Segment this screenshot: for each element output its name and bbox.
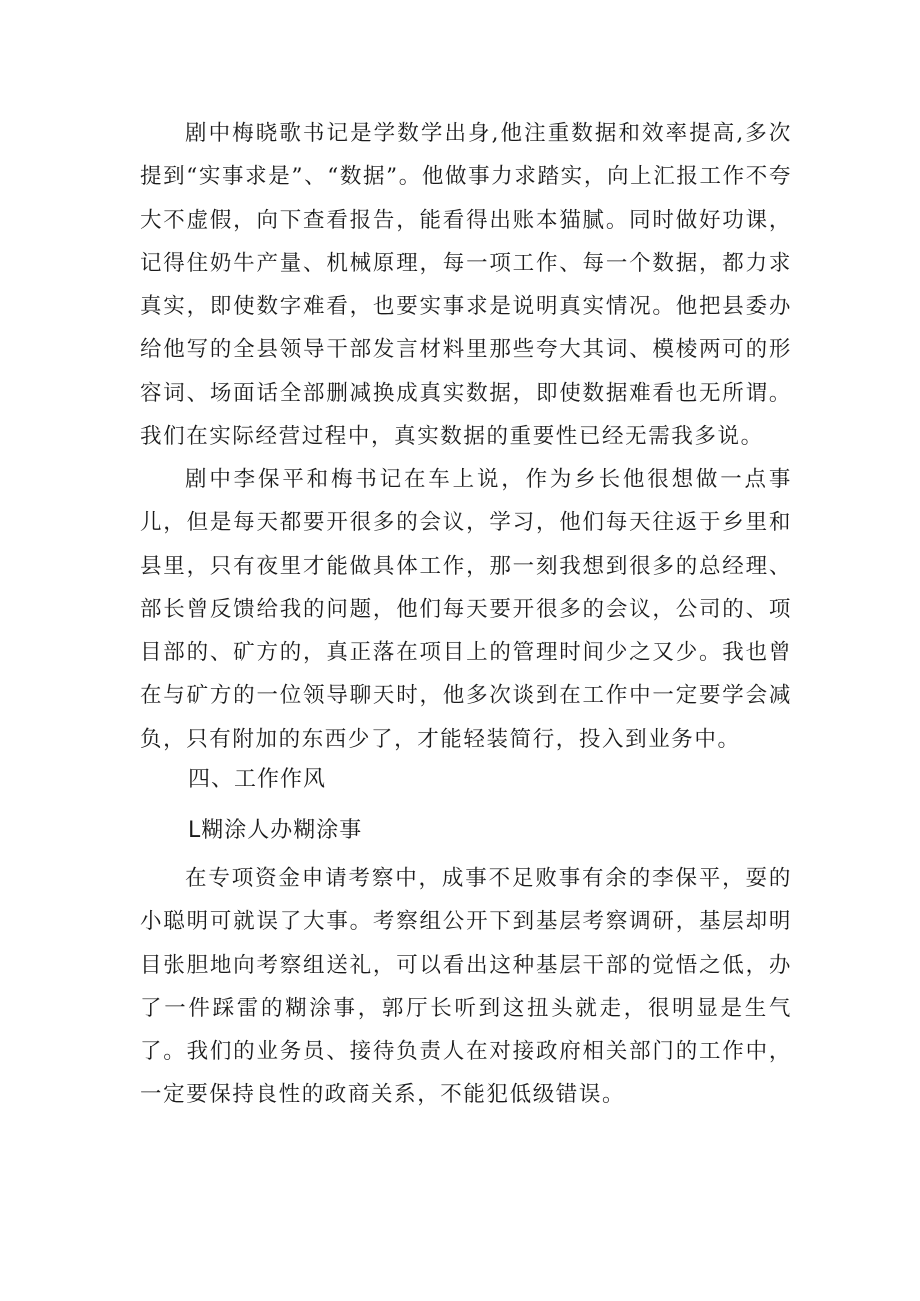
paragraph-meeting-burden: 剧中李保平和梅书记在车上说，作为乡长他很想做一点事儿，但是每天都要开很多的会议，学习，他们每天往返于乡里和县里，只有夜里才能做具体工作，那一刻我想到很多的总经理、部长曾反馈给我的问题，他们每天要开很多的会议，公司的、项目部的、矿方的，真正落在项目上的管理时间少之又少。我也曾在与矿方的一位领导聊天时，他多次谈到在工作中一定要学会减负，只有附加的东西少了，才能轻装简行，投入到业务中。: [140, 467, 792, 752]
paragraph-inspection: 在专项资金申请考察中，成事不足败事有余的李保平，耍的小聪明可就误了大事。考察组公开下到基层考察调研，基层却明目张胆地向考察组送礼，可以看出这种基层干部的觉悟之低，办了一件踩雷的糊涂事，郭厅长听到这扭头就走，很明显是生气了。我们的业务员、接待负责人在对接政府相关部门的工作中，一定要保持良性的政商关系，不能犯低级错误。: [140, 866, 792, 1108]
paragraph-data-accuracy: 剧中梅晓歌书记是学数学出身,他注重数据和效率提高,多次提到“实事求是”、“数据”。他做事力求踏实，向上汇报工作不夸大不虚假，向下查看报告，能看得出账本猫腻。同时做好功课，记得住奶牛产量、机械原理，每一项工作、每一个数据，都力求真实，即使数字难看，也要实事求是说明真实情况。他把县委办给他写的全县领导干部发言材料里那些夸大其词、模棱两可的形容词、场面话全部删减换成真实数据，即使数据难看也无所谓。我们在实际经营过程中，真实数据的重要性已经无需我多说。: [140, 121, 792, 450]
section-heading: 四、工作作风: [188, 767, 327, 792]
subsection-heading: L糊涂人办糊涂事: [188, 818, 363, 843]
